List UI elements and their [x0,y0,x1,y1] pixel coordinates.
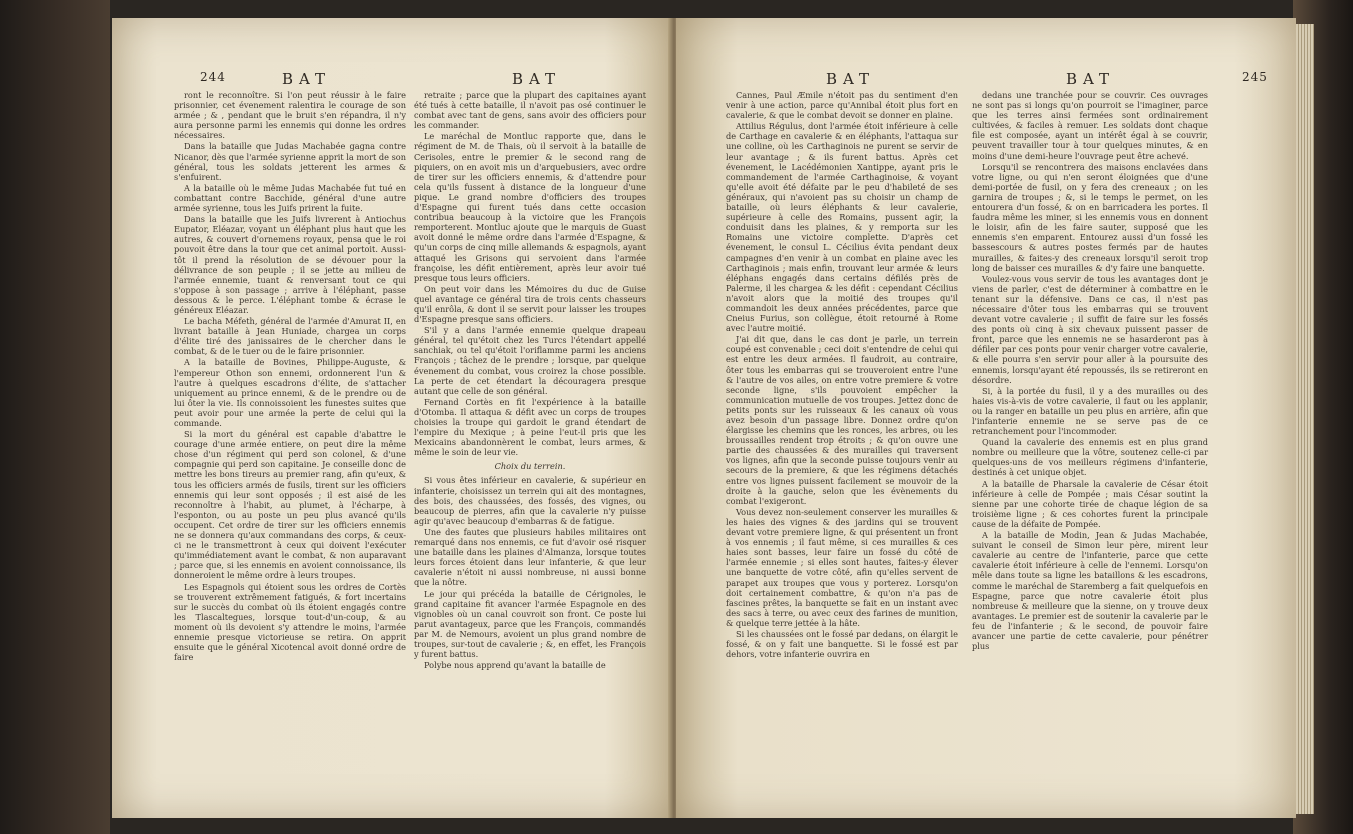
paragraph: Une des fautes que plusieurs habiles militaires ont remarqué dans nos ennemis, ce fut d'avoir osé risquer une bataille dans les plaines d'Almanza, lorsque toutes leurs forces étoient dans leur infanterie, & que leur cavalerie n'étoit ni aussi nombreuse, ni aussi bonne que la nôtre. [414,526,646,588]
paragraph: dedans une tranchée pour se couvrir. Ces ouvrages ne sont pas si longs qu'on pourroit se l'imaginer, parce que les terres ainsi fermées sont ordinairement cultivées, & faciles à remuer. Les soldats dont chaque file est composée, ayant un intérêt égal à se couvrir, peuvent travailler tour à tour quelques minutes, & en moins d'une demi-heure l'ouvrage peut être achevé. [972,90,1208,161]
left-running-head-2: BAT [512,70,562,88]
paragraph: S'il y a dans l'armée ennemie quelque drapeau général, tel qu'étoit chez les Turcs l'étendart appellé sanchiak, ou tel qu'étoit l'oriflamme parmi les anciens François ; tâchez de le prendre ; lorsque, par quelque évenement du combat, vous croirez la chose possible. La perte de cet étendart la découragera presque autant que celle de son général. [414,325,646,396]
paragraph: Fernand Cortès en fit l'expérience à la bataille d'Otomba. Il attaqua & défit avec un corps de troupes choisies la troupe qui gardoit le grand étendart de l'empire du Mexique ; à peine l'eut-il pris que les Mexicains abandonnèrent le combat, leurs armes, & même le soin de leur vie. [414,396,646,458]
right-running-head-1: BAT [826,70,876,88]
right-column-1 [726,90,958,660]
paragraph: Voulez-vous vous servir de tous les avantages dont je viens de parler, c'est de déterminer à combattre en le tenant sur la défensive. Dans ce cas, il n'est pas nécessaire d'ôter tous les embarras qui se trouvent devant votre cavalerie ; il suffit de faire sur les fossés des ponts où cinq à six chevaux puissent passer de front, parce que les ennemis ne se hasarderont pas à défiler par ces ponts pour venir charger votre cavalerie, & elle pourra s'en servir pour aller à la poursuite des ennemis, lorsqu'ayant été repoussés, ils se retireront en désordre. [972,273,1208,385]
paragraph: Si les chaussées ont le fossé par dedans, on élargit le fossé, & on y fait une banquette. Si le fossé est par dehors, votre infanterie ouvrira en [726,628,958,660]
paragraph: Les Espagnols qui étoient sous les ordres de Cortès se trouverent extrêmement fatigués, & fort incertains sur le succès du combat où ils étoient engagés contre les Tlascaltegues, lorsque tout-d'un-coup, & au moment où ils devoient s'y attendre le moins, l'armée ennemie presque victorieuse se retira. On apprit ensuite que le général Xicotencal avoit donné ordre de faire [174,581,406,663]
section-heading: Choix du terrein. [494,461,566,472]
left-folio: 244 [200,70,226,84]
paragraph: Polybe nous apprend qu'avant la bataille de [424,660,606,671]
paragraph: retraite ; parce que la plupart des capitaines ayant été tués à cette bataille, il n'avoit pas osé continuer le combat avec tant de gens, sans avoir des officiers pour les commander. [414,90,646,131]
paragraph: Le jour qui précéda la bataille de Cérignoles, le grand capitaine fit avancer l'armée Espagnole en des vignobles où un canal couvroit son front. Ce poste lui parut avantageux, parce que les François, commandés par M. de Nemours, avoient un plus grand nombre de troupes, sur-tout de cavalerie ; &, en effet, les François y furent battus. [414,588,646,660]
paragraph: Lorsqu'il se rencontrera des maisons enclavées dans votre ligne, ou qui n'en seront éloignées que d'une demi-portée de fusil, on y fera des creneaux ; on les garnira de troupes ; &, si le temps le permet, on les entourera d'un fossé, & on en barricadera les portes. Il faudra même les miner, si les ennemis vous en donnent le loisir, afin de les faire sauter, supposé que les ennemis s'en emparent. Entourez aussi d'un fossé les bassescours & autres postes fermés par de hautes murailles, & faites-y des creneaux lorsqu'il seroit trop long de baisser ces murailles & d'y faire une banquette. [972,161,1208,273]
paragraph: Vous devez non-seulement conserver les murailles & les haies des vignes & des jardins qui se trouvent devant votre premiere ligne, & qui présentent un front à vos ennemis ; il faut même, si ces murailles & ces haies sont basses, leur faire un fossé du côté de l'armée ennemie ; si elles sont hautes, faites-y élever une banquette de votre côté, afin qu'elles servent de parapet aux troupes que vous y porterez. Lorsqu'on doit certainement combattre, & qu'on n'a pas de fascines prêtes, la banquette se fait en un instant avec des sacs à terre, ou avec ceux des farines de munition, & quelque terre jettée à la hâte. [726,506,958,628]
paragraph: A la bataille de Pharsale la cavalerie de César étoit inférieure à celle de Pompée ; mais César soutint la sienne par une cohorte tirée de chaque légion de sa troisième ligne ; & ces cohortes furent la principale cause de la défaite de Pompée. [972,478,1208,529]
paragraph: Le bacha Méfeth, général de l'armée d'Amurat II, en livrant bataille à Jean Huniade, chargea un corps d'élite tiré des janissaires de le chercher dans le combat, & de le tuer ou de le faire prisonnier. [174,316,406,357]
book-cover-left [0,0,110,834]
paragraph: A la bataille de Modin, Jean & Judas Machabée, suivant le conseil de Simon leur père, mirent leur cavalerie au centre de l'infanterie, parce que cette cavalerie étoit inférieure à celle de l'ennemi. Lorsqu'on mêle dans toute sa ligne les bataillons & les escadrons, comme le maréchal de Staremberg a fait quelquefois en Espagne, parce que notre cavalerie étoit plus nombreuse & meilleure que la sienne, on y trouve deux avantages. Le premier est de soutenir la cavalerie par le feu de l'infanterie ; & le second, de pouvoir faire avancer une partie de cette cavalerie, pour pénétrer plus [972,530,1208,652]
right-column-2 [972,90,1208,652]
left-column-1 [174,90,406,663]
paragraph: Cannes, Paul Æmile n'étoit pas du sentiment d'en venir à une action, parce qu'Annibal étoit plus fort en cavalerie, & que le combat devoit se donner en plaine. [726,90,958,121]
paragraph: A la bataille où le même Judas Machabée fut tué en combattant contre Bacchide, général d'une autre armée syrienne, tous les Juifs prirent la fuite. [174,182,406,214]
paragraph: A la bataille de Bovines, Philippe-Auguste, & l'empereur Othon son ennemi, ordonnerent l'un & l'autre à quelques escadrons d'élite, de s'attacher uniquement au prince ennemi, & de le prendre ou de lui ôter la vie. Ils connoissoient les funestes suites que peut avoir pour une armée la perte de celui qui la commande. [174,357,406,428]
left-page [112,18,672,818]
left-column-2 [414,90,646,671]
paragraph: Attilius Régulus, dont l'armée étoit inférieure à celle de Carthage en cavalerie & en éléphants, l'attaqua sur une colline, où les Carthaginois ne purent se servir de leur avantage ; & ils furent battus. Après cet évenement, le Lacédémonien Xantippe, ayant pris le commandement de l'armée Carthaginoise, & voyant qu'elle avoit été défaite par le peu d'habileté de ses généraux, qui n'avoient pas su choisir un champ de bataille, où leurs éléphants & leur cavalerie, supérieure à celle des Romains, pussent agir, la conduisit dans les plaines, & y remporta sur les Romains une victoire complette. D'après cet évenement, le consul L. Cécilius évita pendant deux campagnes d'en venir à un combat en plaine avec les Carthaginois ; mais enfin, trouvant leur armée & leurs éléphans engagés dans certains défilés près de Palerme, il les chargea & les défit : cependant Cécilius n'avoit alors que la moitié des troupes qu'il commandoit les deux années précédentes, parce que Cneius Furius, son collègue, étoit retourné à Rome avec l'autre moitié. [726,121,958,334]
right-folio: 245 [1242,70,1268,84]
paragraph: ront le reconnoître. Si l'on peut réussir à le faire prisonnier, cet évenement ralentira le courage de son armée ; & , pendant que le bruit s'en répandra, il n'y aura personne parmi les ennemis qui donne les ordres nécessaires. [174,90,406,141]
paragraph: Si vous êtes inférieur en cavalerie, & supérieur en infanterie, choisissez un terrein qui ait des montagnes, des bois, des chaussées, des fossés, des vignes, ou beaucoup de pierres, afin que la cavalerie n'y puisse agir qu'avec beaucoup d'embarras & de fatigue. [414,475,646,526]
right-page [676,18,1296,818]
paragraph: Dans la bataille que Judas Machabée gagna contre Nicanor, dès que l'armée syrienne apprit la mort de son général, tous les soldats jetterent les armes & s'enfuirent. [174,141,406,182]
page-edges [1296,24,1314,814]
paragraph: Si la mort du général est capable d'abattre le courage d'une armée entiere, on peut dire la même chose d'un régiment qui perd son colonel, & d'une compagnie qui perd son capitaine. Je conseille donc de mettre les bons tireurs au premier rang, afin qu'eux, & tous les officiers armés de fusils, tirent sur les officiers ennemis qui leur sont opposés ; il est aisé de les reconnoître à l'habit, au plumet, à l'écharpe, à l'esponton, ou au poste un peu plus avancé qu'ils occupent. Cet ordre de tirer sur les officiers ennemis ne se donnera qu'aux commandans des corps, & ceux-ci ne le transmettront à ceux qui doivent l'exécuter qu'immédiatement avant le combat, & non auparavant ; parce que, si les ennemis en avoient connoissance, ils donneroient le même ordre à leurs troupes. [174,429,406,581]
paragraph: Dans la bataille que les Juifs livrerent à Antiochus Eupator, Eléazar, voyant un éléphant plus haut que les autres, & couvert d'ornemens royaux, pensa que le roi pouvoit être dans la tour que cet animal portoit. Aussi-tôt il prend la résolution de se dévouer pour la délivrance de son peuple ; il se jette au milieu de l'armée ennemie, tuant & renversant tout ce qui s'oppose à son passage ; arrive à l'éléphant, passe dessous & le perce. L'éléphant tombe & écrase le généreux Eléazar. [174,214,406,315]
paragraph: Quand la cavalerie des ennemis est en plus grand nombre ou meilleure que la vôtre, soutenez celle-ci par quelques-uns de vos meilleurs régimens d'infanterie, destinés à cet unique objet. [972,437,1208,478]
paragraph: J'ai dit que, dans le cas dont je parle, un terrein coupé est convenable ; ceci doit s'entendre de celui qui est entre les deux armées. Il faudroit, au contraire, ôter tous les embarras qui se trouveroient entre l'une & l'autre de vos ailes, on entre votre premiere & votre seconde ligne, s'ils pouvoient empêcher la communication mutuelle de vos troupes. Jettez donc de petits ponts sur les ruisseaux & les canaux où vous avez besoin d'un passage libre. Donnez ordre qu'on élargisse les chemins que les ronces, les arbres, ou les broussailles rendent trop étroits ; & qu'on ouvre une partie des chaussées & des murailles qui traversent vos lignes, afin que la seconde puisse toujours venir au secours de la premiere, & que les régimens détachés entre vos lignes puissent facilement se mouvoir de la droite à la gauche, selon que les évènements du combat l'exigeront. [726,334,958,506]
right-running-head-2: BAT [1066,70,1116,88]
left-running-head-1: BAT [282,70,332,88]
paragraph: Le maréchal de Montluc rapporte que, dans le régiment de M. de Thais, où il servoit à la bataille de Cerisoles, entre le premier & le second rang de piquiers, on en avoit mis un d'arquebusiers, avec ordre de tirer sur les officiers ennemis, & d'attendre pour cela qu'ils fussent à distance de la longueur d'une pique. Le grand nombre d'officiers des troupes d'Espagne qui furent tués dans cette occasion contribua beaucoup à la victoire que les François remporterent. Montluc ajoute que le marquis de Guast avoit donné le même ordre dans l'armée d'Espagne, & qu'un corps de cinq mille allemands & espagnols, ayant attaqué les Grisons qui servoient dans l'armée françoise, les défit entièrement, après leur avoir tué presque tous leurs officiers. [414,131,646,283]
paragraph: On peut voir dans les Mémoires du duc de Guise quel avantage ce général tira de trois cents chasseurs qu'il enrôla, & dont il se servit pour laisser les troupes d'Espagne presque sans officiers. [414,283,646,325]
paragraph: Si, à la portée du fusil, il y a des murailles ou des haies vis-à-vis de votre cavalerie, il faut ou les applanir, ou la ranger en bataille un peu plus en arrière, afin que l'infanterie ennemie ne se serve pas de ce retranchement pour l'incommoder. [972,385,1208,437]
